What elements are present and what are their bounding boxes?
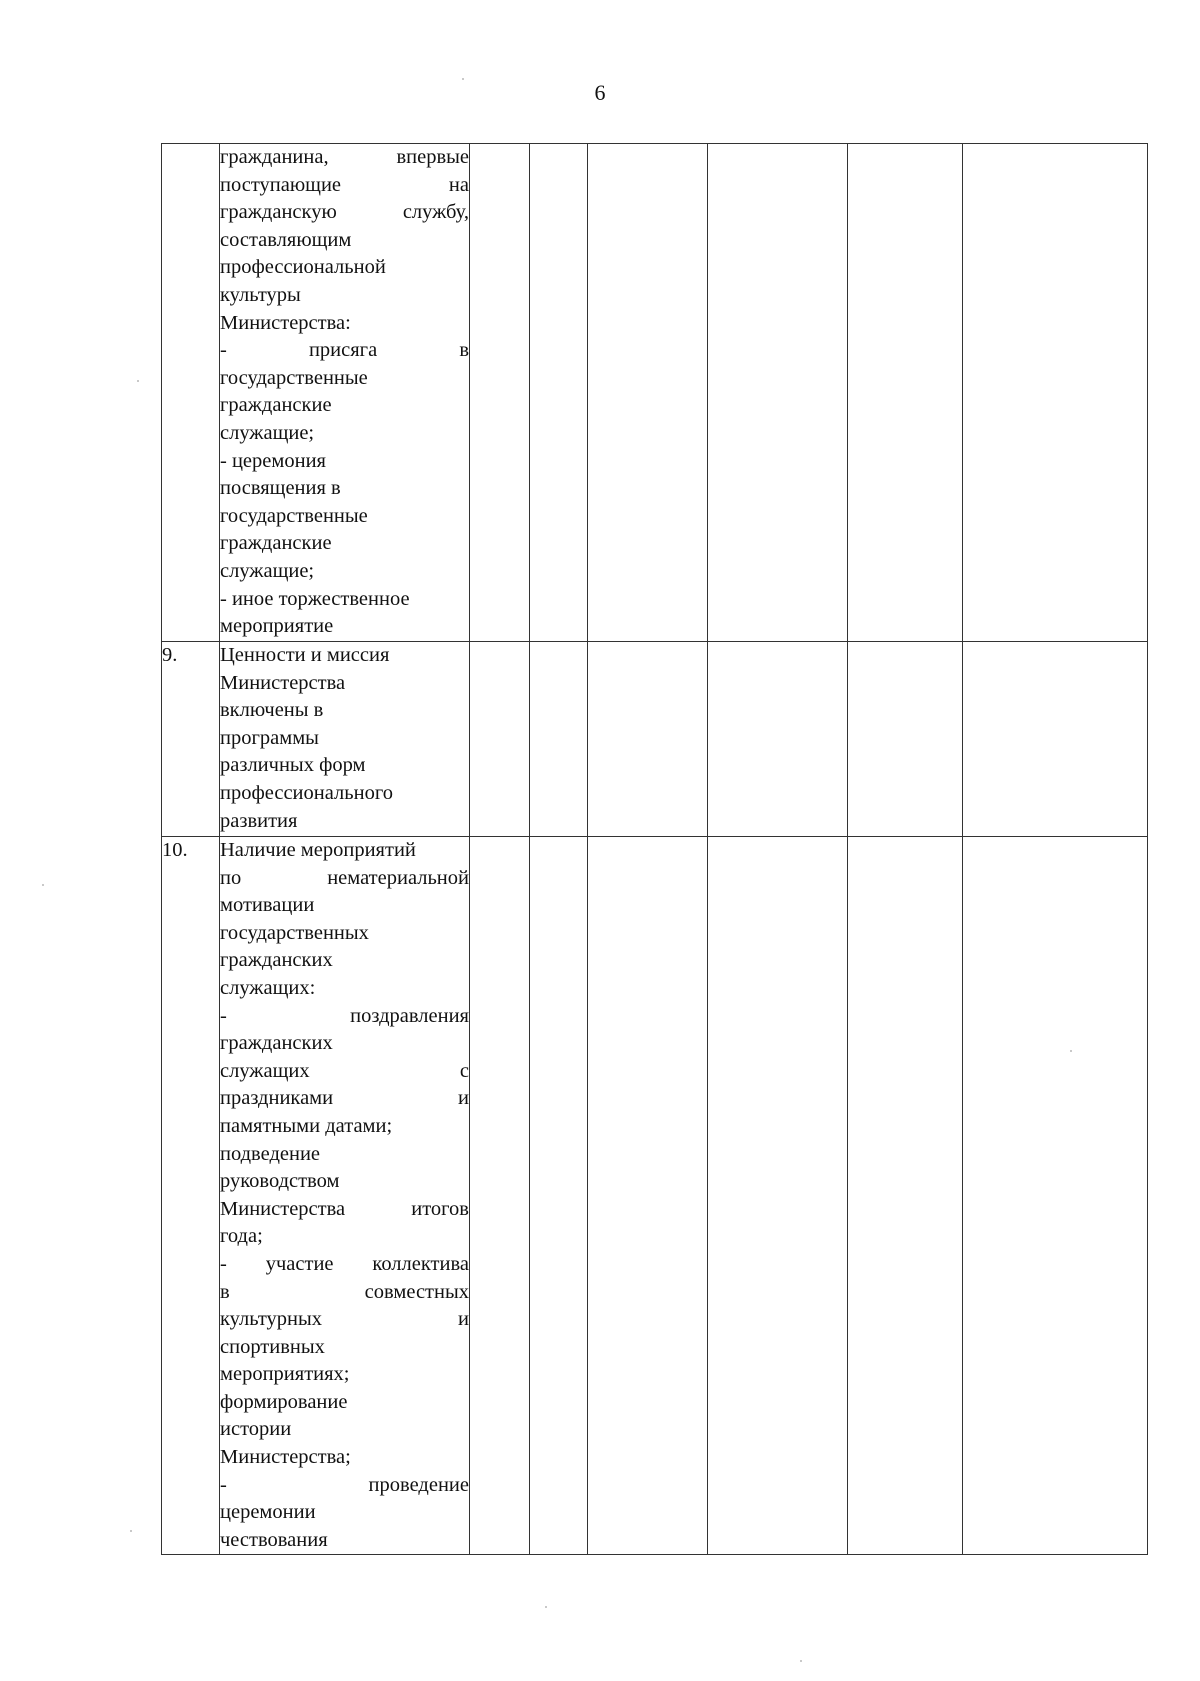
text-line: Министерства — [220, 671, 346, 694]
text-line: - присяга в — [220, 339, 469, 362]
text-line: мероприятиях; — [220, 1363, 350, 1386]
text-line: составляющим — [220, 228, 352, 251]
empty-cell — [530, 144, 588, 642]
text-line: истории — [220, 1418, 292, 1441]
table-row — [162, 642, 1148, 837]
text-line: по нематериальной — [220, 866, 469, 889]
text-line: служащих с — [220, 1059, 469, 1082]
empty-cell — [963, 837, 1148, 1555]
empty-cell — [470, 144, 530, 642]
text-line: включены в — [220, 699, 324, 722]
row-description — [220, 837, 470, 1555]
row-description — [220, 642, 470, 837]
text-line: Ценности и миссия — [220, 644, 390, 666]
row-number: 9. — [162, 642, 220, 837]
text-line: поступающие на — [220, 173, 469, 196]
empty-cell — [708, 837, 848, 1555]
text-line: государственные — [220, 504, 368, 527]
table-row — [162, 837, 1148, 1555]
empty-cell — [848, 144, 963, 642]
text-line: гражданских — [220, 1032, 333, 1055]
text-line: государственные — [220, 366, 368, 389]
empty-cell — [588, 144, 708, 642]
text-line: - иное торжественное — [220, 587, 410, 610]
text-line: - проведение — [220, 1473, 469, 1496]
text-line: чествования — [220, 1528, 328, 1551]
text-line: руководством — [220, 1170, 340, 1193]
empty-cell — [963, 144, 1148, 642]
scan-speck — [545, 1606, 547, 1608]
text-line: формирование — [220, 1390, 348, 1413]
text-line: служащие; — [220, 421, 315, 444]
scan-speck — [42, 884, 44, 886]
empty-cell — [470, 837, 530, 1555]
empty-cell — [530, 837, 588, 1555]
text-line: года; — [220, 1225, 263, 1248]
scan-speck — [462, 78, 464, 80]
row-number — [162, 144, 220, 642]
text-line: гражданских — [220, 949, 333, 972]
row-description — [220, 144, 470, 642]
text-line: - церемония — [220, 449, 326, 472]
text-line: культуры — [220, 283, 301, 306]
row-number: 10. — [162, 837, 220, 1555]
text-line: Наличие мероприятий — [220, 839, 416, 861]
text-line: Министерства: — [220, 311, 351, 334]
text-line: памятными датами; — [220, 1114, 393, 1137]
text-line: профессионального — [220, 781, 393, 804]
scan-speck — [1070, 1050, 1072, 1052]
empty-cell — [470, 642, 530, 837]
text-line: - поздравления — [220, 1004, 469, 1027]
text-line: служащие; — [220, 559, 315, 582]
text-line: гражданские — [220, 532, 332, 555]
empty-cell — [708, 144, 848, 642]
table-row — [162, 144, 1148, 642]
text-line: культурных и — [220, 1308, 469, 1331]
evaluation-table — [161, 143, 1148, 1555]
scan-speck — [130, 1530, 132, 1532]
scan-speck — [137, 380, 139, 382]
text-line: - участие коллектива — [220, 1252, 469, 1275]
text-line: подведение — [220, 1142, 321, 1165]
text-line: государственных — [220, 921, 369, 944]
empty-cell — [963, 642, 1148, 837]
text-line: различных форм — [220, 754, 366, 777]
text-line: гражданина, впервые — [220, 146, 469, 168]
text-line: праздниками и — [220, 1087, 469, 1110]
text-line: программы — [220, 726, 319, 749]
text-line: спортивных — [220, 1335, 325, 1358]
empty-cell — [530, 642, 588, 837]
empty-cell — [848, 837, 963, 1555]
text-line: гражданскую службу, — [220, 201, 469, 224]
text-line: посвящения в — [220, 477, 341, 500]
text-line: в совместных — [220, 1280, 469, 1303]
page-number: 6 — [594, 80, 606, 105]
text-line: профессиональной — [220, 256, 386, 279]
empty-cell — [848, 642, 963, 837]
empty-cell — [588, 642, 708, 837]
text-line: развития — [220, 809, 298, 832]
empty-cell — [708, 642, 848, 837]
text-line: Министерства; — [220, 1446, 351, 1469]
text-line: мотивации — [220, 894, 315, 917]
text-line: мероприятие — [220, 615, 334, 638]
text-line: Министерства итогов — [220, 1197, 469, 1220]
text-line: служащих: — [220, 976, 316, 999]
scan-speck — [800, 1660, 802, 1662]
text-line: церемонии — [220, 1501, 316, 1524]
empty-cell — [588, 837, 708, 1555]
text-line: гражданские — [220, 394, 332, 417]
